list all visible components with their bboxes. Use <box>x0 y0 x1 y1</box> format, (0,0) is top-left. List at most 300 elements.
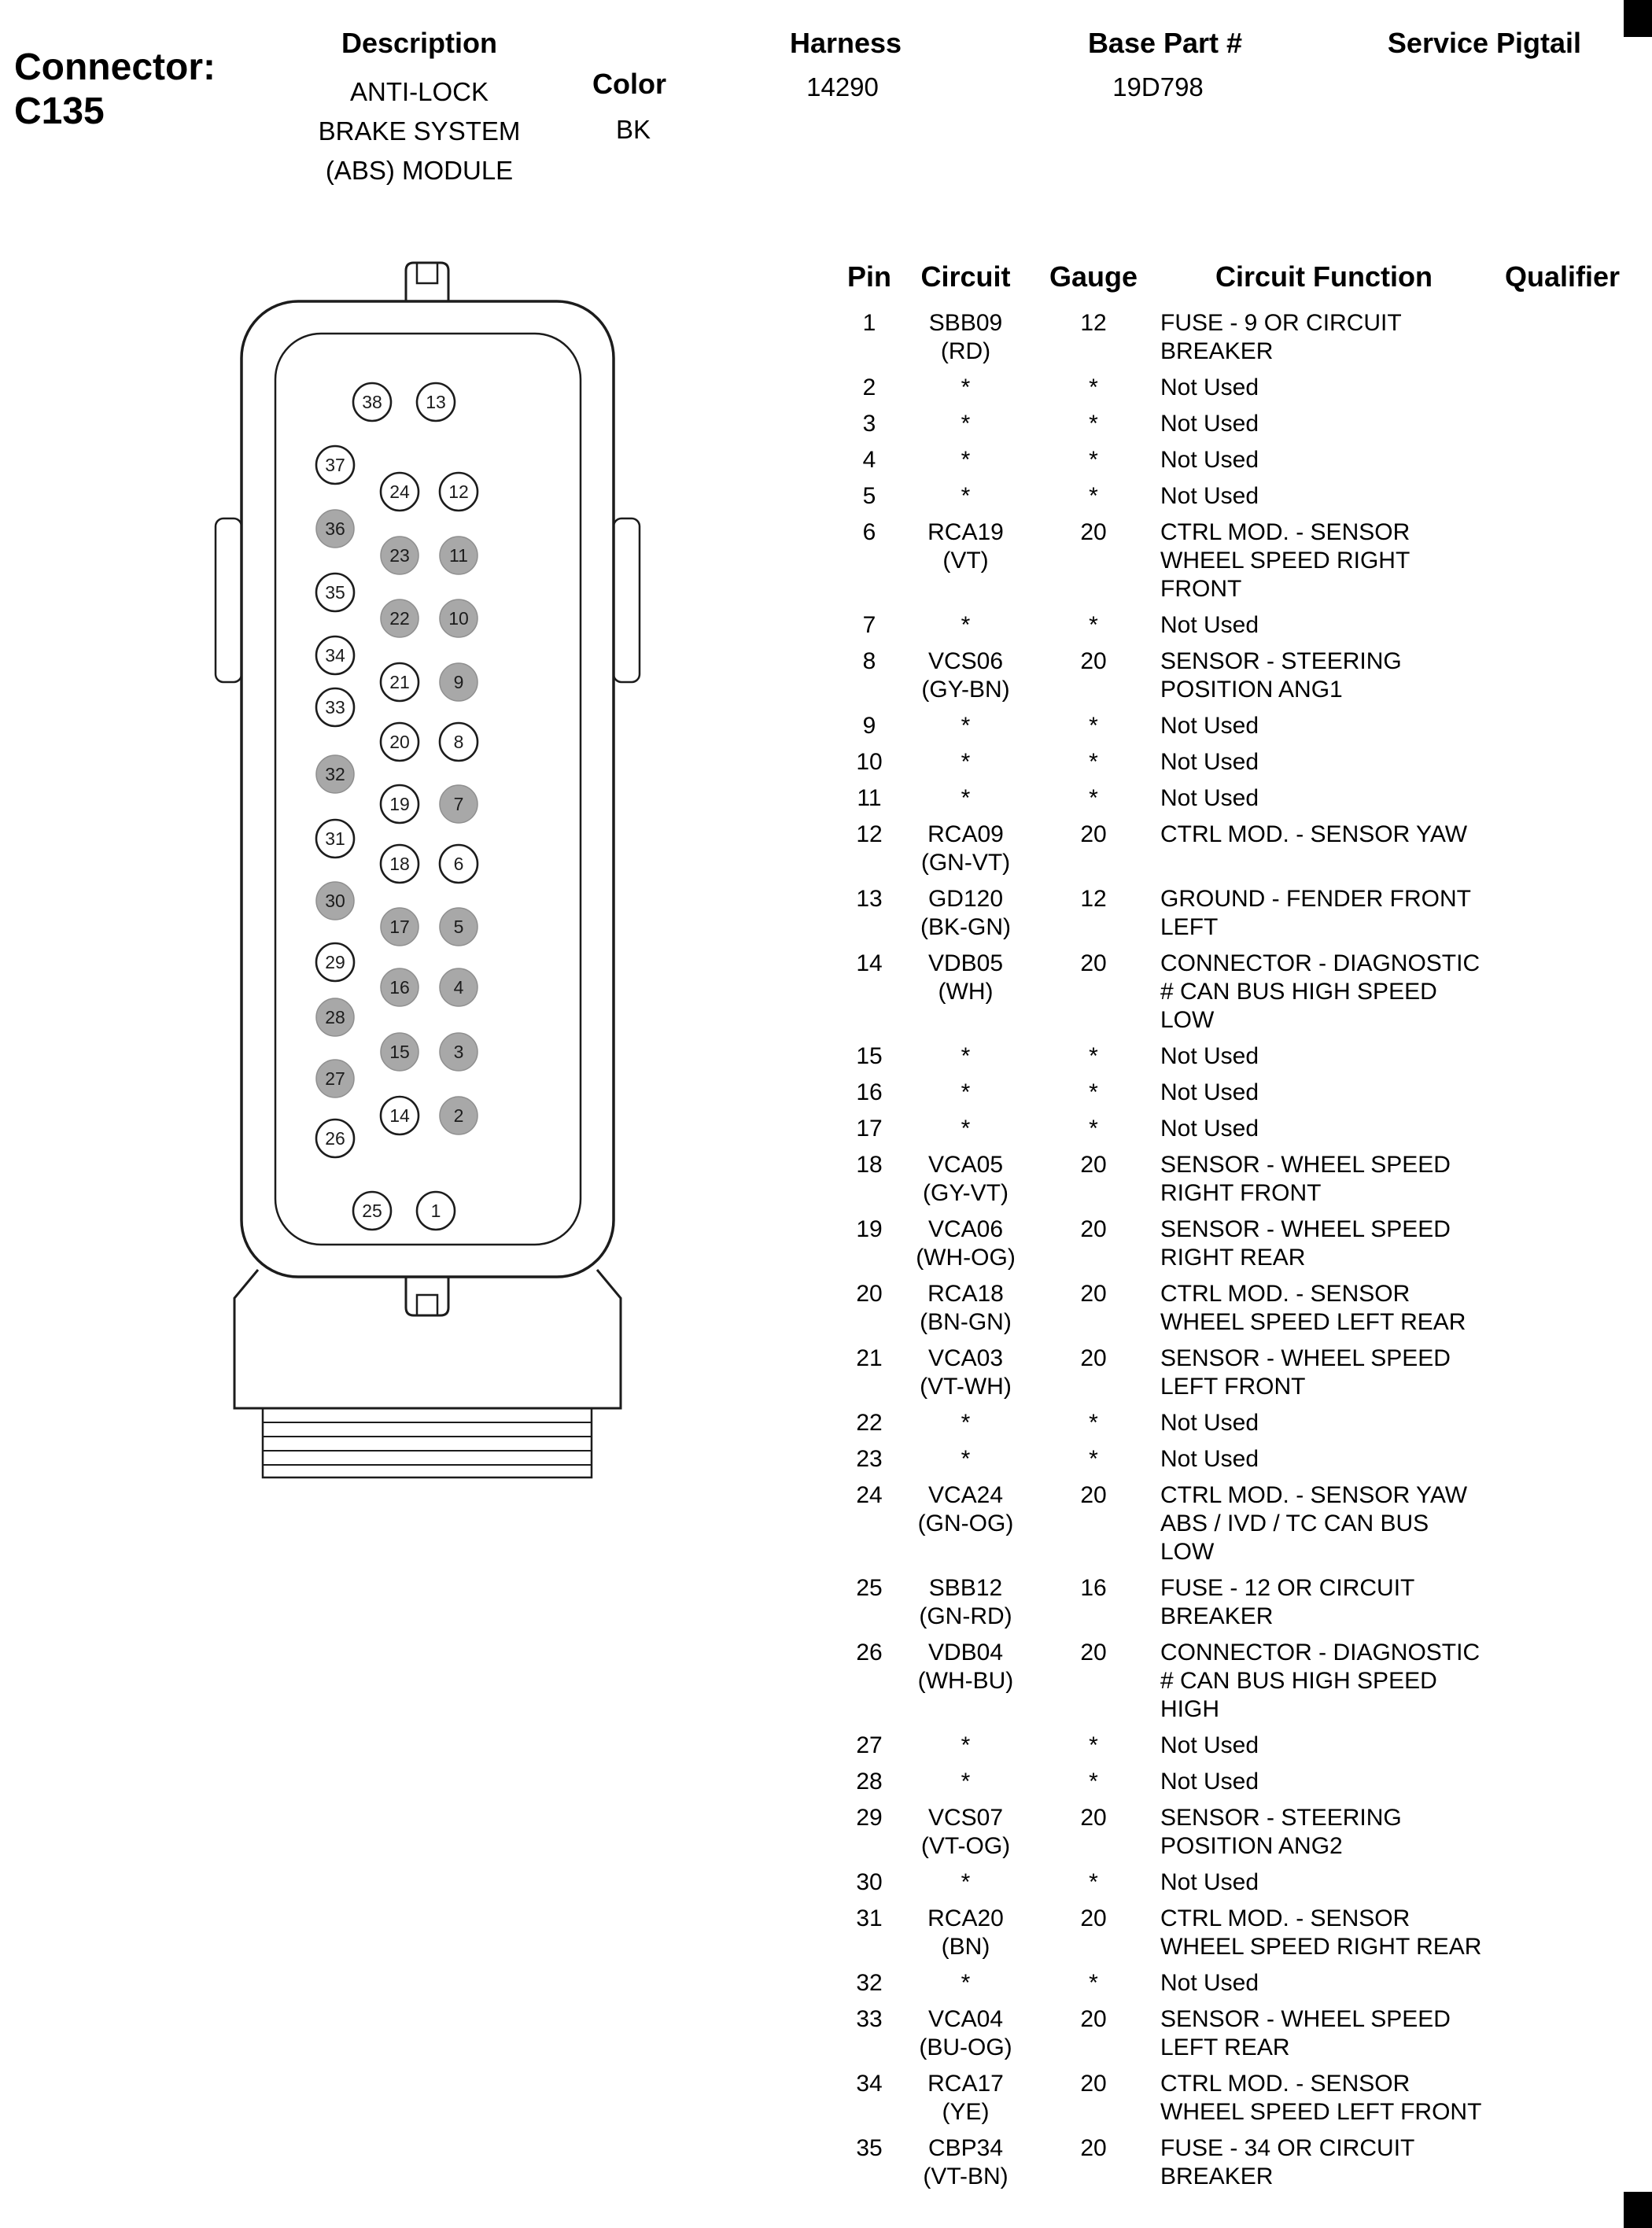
pin-number-label: 29 <box>325 952 345 972</box>
pinout-row-pin-29 <box>834 1800 1652 1865</box>
circuit-code-cell: GD120 (BK-GN) <box>920 886 1011 940</box>
gauge-cell: * <box>1089 1043 1098 1069</box>
gauge-cell: * <box>1089 1079 1098 1105</box>
circuit-function-cell: Not Used <box>1160 749 1259 775</box>
gauge-cell: * <box>1089 749 1098 775</box>
pin-14 <box>381 1097 419 1134</box>
qualifier-cell <box>1488 309 1637 366</box>
pin-10 <box>440 599 478 637</box>
pin-number-label: 32 <box>325 764 345 784</box>
pinout-row-pin-20 <box>834 1276 1652 1341</box>
pin-number-label: 28 <box>325 1007 345 1027</box>
color-value: BK <box>615 115 651 144</box>
qualifier-cell <box>1488 950 1637 1035</box>
gauge-cell: * <box>1089 1116 1098 1142</box>
connector-outer-outline <box>242 301 614 1277</box>
circuit-function-cell: CTRL MOD. - SENSOR WHEEL SPEED RIGHT REAR <box>1160 1905 1482 1960</box>
qualifier-cell <box>1488 821 1637 877</box>
circuit-function-cell: SENSOR - STEERING POSITION ANG1 <box>1160 648 1402 703</box>
circuit-function-cell: SENSOR - WHEEL SPEED RIGHT REAR <box>1160 1216 1451 1271</box>
qualifier-cell <box>1488 1639 1637 1724</box>
pin-number-label: 10 <box>448 608 469 629</box>
circuit-function-cell: Not Used <box>1160 1410 1259 1436</box>
pinout-row-pin-34 <box>834 2066 1652 2130</box>
gauge-cell: 12 <box>1080 886 1107 912</box>
pin-12 <box>440 473 478 511</box>
pinout-row-pin-25 <box>834 1570 1652 1635</box>
circuit-function-cell: Not Used <box>1160 411 1259 437</box>
pin-number-label: 7 <box>453 794 464 814</box>
pinout-row-pin-8 <box>834 644 1652 708</box>
scan-mark-bottom-right <box>1624 2192 1652 2228</box>
pin-29 <box>316 943 354 981</box>
column-header-circuit: Circuit <box>920 260 1011 293</box>
circuit-function-cell: SENSOR - STEERING POSITION ANG2 <box>1160 1805 1402 1859</box>
circuit-code-cell: RCA17 (YE) <box>927 2071 1004 2125</box>
pin-number-cell: 16 <box>856 1079 883 1105</box>
pin-number-label: 12 <box>448 481 469 502</box>
qualifier-cell <box>1488 1768 1637 1796</box>
qualifier-cell <box>1488 1969 1637 1997</box>
pin-20 <box>381 723 419 761</box>
qualifier-cell <box>1488 2005 1637 2062</box>
circuit-code-cell: * <box>961 447 971 473</box>
pin-1 <box>417 1192 455 1230</box>
pin-number-label: 8 <box>453 732 464 752</box>
circuit-code-cell: * <box>961 1410 971 1436</box>
pin-25 <box>353 1192 391 1230</box>
pinout-row-pin-27 <box>834 1728 1652 1764</box>
pinout-row-pin-5 <box>834 478 1652 515</box>
circuit-code-cell: * <box>961 749 971 775</box>
gauge-cell: 20 <box>1080 950 1107 976</box>
pin-number-label: 6 <box>453 854 464 874</box>
pin-number-cell: 26 <box>856 1640 883 1665</box>
circuit-code-cell: SBB09 (RD) <box>928 310 1003 364</box>
circuit-function-cell: SENSOR - WHEEL SPEED RIGHT FRONT <box>1160 1152 1451 1206</box>
pin-number-cell: 34 <box>856 2071 883 2097</box>
pin-number-cell: 25 <box>856 1575 883 1601</box>
pin-number-cell: 14 <box>856 950 883 976</box>
column-header-function: Circuit Function <box>1215 260 1433 293</box>
pin-number-cell: 7 <box>862 612 876 638</box>
pin-19 <box>381 785 419 823</box>
connector-svg <box>197 252 669 1495</box>
circuit-code-cell: * <box>961 1116 971 1142</box>
pin-number-label: 5 <box>453 917 464 937</box>
qualifier-cell <box>1488 1409 1637 1437</box>
gauge-cell: 20 <box>1080 1281 1107 1307</box>
circuit-function-cell: Not Used <box>1160 1769 1259 1795</box>
harness-label: Harness <box>789 27 902 59</box>
pin-number-cell: 24 <box>856 1482 883 1508</box>
lower-shell <box>234 1270 621 1408</box>
pinout-row-pin-26 <box>834 1635 1652 1728</box>
qualifier-cell <box>1488 784 1637 813</box>
pinout-row-pin-9 <box>834 708 1652 744</box>
base-part-label: Base Part # <box>1087 27 1243 59</box>
pin-number-label: 14 <box>389 1105 410 1126</box>
connector-label: Connector: <box>14 46 216 88</box>
pinout-row-pin-24 <box>834 1477 1652 1570</box>
pin-36 <box>316 510 354 548</box>
circuit-code-cell: VCS07 (VT-OG) <box>920 1805 1011 1859</box>
gauge-cell: 20 <box>1080 1152 1107 1178</box>
circuit-function-cell: CTRL MOD. - SENSOR WHEEL SPEED LEFT REAR <box>1160 1281 1466 1335</box>
pin-number-cell: 33 <box>856 2006 883 2032</box>
qualifier-cell <box>1488 1445 1637 1474</box>
color-label: Color <box>592 68 666 100</box>
pinout-row-pin-31 <box>834 1901 1652 1965</box>
qualifier-cell <box>1488 1868 1637 1897</box>
gauge-cell: * <box>1089 713 1098 739</box>
circuit-code-cell: * <box>961 785 971 811</box>
circuit-function-cell: Not Used <box>1160 447 1259 473</box>
pin-8 <box>440 723 478 761</box>
pin-number-cell: 31 <box>856 1905 883 1931</box>
connector-id: C135 <box>14 90 105 132</box>
gauge-cell: 20 <box>1080 1216 1107 1242</box>
pin-number-cell: 1 <box>862 310 876 336</box>
pinout-row-pin-14 <box>834 946 1652 1038</box>
circuit-function-cell: CTRL MOD. - SENSOR WHEEL SPEED LEFT FRONT <box>1160 2071 1482 2125</box>
left-rail <box>216 518 242 682</box>
pin-26 <box>316 1120 354 1157</box>
pin-number-cell: 11 <box>857 785 882 811</box>
qualifier-cell <box>1488 1280 1637 1337</box>
gauge-cell: 20 <box>1080 648 1107 674</box>
circuit-function-cell: CTRL MOD. - SENSOR YAW <box>1160 821 1468 847</box>
pin-number-cell: 2 <box>862 374 876 400</box>
circuit-function-cell: Not Used <box>1160 1116 1259 1142</box>
qualifier-cell <box>1488 482 1637 511</box>
pinout-row-pin-13 <box>834 881 1652 946</box>
right-rail <box>614 518 640 682</box>
circuit-function-cell: SENSOR - WHEEL SPEED LEFT REAR <box>1160 2006 1451 2060</box>
pin-number-cell: 12 <box>856 821 883 847</box>
pin-number-label: 27 <box>325 1068 345 1089</box>
connector-id-block <box>14 46 216 134</box>
pin-number-cell: 17 <box>856 1116 883 1142</box>
qualifier-cell <box>1488 1215 1637 1272</box>
pin-number-cell: 29 <box>856 1805 883 1831</box>
circuit-function-cell: Not Used <box>1160 1446 1259 1472</box>
qualifier-cell <box>1488 1115 1637 1143</box>
pin-15 <box>381 1033 419 1071</box>
pin-30 <box>316 882 354 920</box>
circuit-code-cell: VDB05 (WH) <box>927 950 1004 1005</box>
pin-number-cell: 27 <box>856 1732 883 1758</box>
bottom-tab-slot <box>417 1295 437 1315</box>
pin-number-cell: 32 <box>856 1970 883 1996</box>
gauge-cell: * <box>1089 1732 1098 1758</box>
circuit-code-cell: * <box>961 1446 971 1472</box>
qualifier-cell <box>1488 611 1637 640</box>
qualifier-cell <box>1488 1574 1637 1631</box>
gauge-cell: 20 <box>1080 2006 1107 2032</box>
circuit-code-cell: * <box>961 1043 971 1069</box>
circuit-code-cell: * <box>961 1732 971 1758</box>
circuit-code-cell: * <box>961 1079 971 1105</box>
pin-2 <box>440 1097 478 1134</box>
pinout-row-pin-19 <box>834 1212 1652 1276</box>
column-header-qualifier: Qualifier <box>1504 260 1621 293</box>
pin-number-label: 24 <box>389 481 410 502</box>
circuit-code-cell: * <box>961 612 971 638</box>
qualifier-cell <box>1488 1042 1637 1071</box>
pinout-row-pin-18 <box>834 1147 1652 1212</box>
pinout-row-pin-16 <box>834 1075 1652 1111</box>
pin-number-cell: 3 <box>862 411 876 437</box>
qualifier-cell <box>1488 2134 1637 2191</box>
pin-number-label: 35 <box>325 582 345 603</box>
pin-number-cell: 30 <box>856 1869 883 1895</box>
circuit-function-cell: GROUND - FENDER FRONT LEFT <box>1160 886 1471 940</box>
circuit-function-cell: Not Used <box>1160 1043 1259 1069</box>
circuit-code-cell: * <box>961 411 971 437</box>
pinout-row-pin-15 <box>834 1038 1652 1075</box>
pinout-row-pin-28 <box>834 1764 1652 1800</box>
pinout-row-pin-35 <box>834 2130 1652 2195</box>
pinout-row-pin-4 <box>834 442 1652 478</box>
qualifier-cell <box>1488 374 1637 402</box>
qualifier-cell <box>1488 1345 1637 1401</box>
qualifier-cell <box>1488 748 1637 776</box>
column-header-pin: Pin <box>846 260 891 293</box>
circuit-function-cell: Not Used <box>1160 713 1259 739</box>
circuit-code-cell: VCA05 (GY-VT) <box>923 1152 1009 1206</box>
circuit-function-cell: CONNECTOR - DIAGNOSTIC # CAN BUS HIGH SPEED HIGH <box>1160 1640 1481 1722</box>
pin-37 <box>316 446 354 484</box>
qualifier-cell <box>1488 446 1637 474</box>
gauge-cell: 20 <box>1080 1482 1107 1508</box>
pin-6 <box>440 845 478 883</box>
gauge-cell: 12 <box>1080 310 1107 336</box>
pin-number-cell: 15 <box>856 1043 883 1069</box>
circuit-function-cell: Not Used <box>1160 1079 1259 1105</box>
pin-number-cell: 4 <box>862 447 876 473</box>
qualifier-cell <box>1488 1481 1637 1566</box>
pin-number-label: 4 <box>453 977 464 998</box>
circuit-function-cell: SENSOR - WHEEL SPEED LEFT FRONT <box>1160 1345 1451 1400</box>
pin-number-label: 13 <box>426 392 446 412</box>
circuit-function-cell: FUSE - 9 OR CIRCUIT BREAKER <box>1160 310 1402 364</box>
qualifier-cell <box>1488 410 1637 438</box>
gauge-cell: 20 <box>1080 1345 1107 1371</box>
pin-number-label: 20 <box>389 732 410 752</box>
pinout-rows <box>834 305 1652 2195</box>
pin-16 <box>381 968 419 1006</box>
pinout-row-pin-30 <box>834 1865 1652 1901</box>
pin-number-cell: 35 <box>856 2135 883 2161</box>
gauge-cell: 20 <box>1080 2135 1107 2161</box>
pinout-row-pin-1 <box>834 305 1652 370</box>
gauge-cell: 16 <box>1080 1575 1107 1601</box>
circuit-code-cell: RCA19 (VT) <box>927 519 1004 574</box>
circuit-code-cell: * <box>961 1970 971 1996</box>
gauge-cell: * <box>1089 1970 1098 1996</box>
circuit-function-cell: FUSE - 34 OR CIRCUIT BREAKER <box>1160 2135 1414 2189</box>
pin-33 <box>316 688 354 726</box>
gauge-cell: 20 <box>1080 1805 1107 1831</box>
pin-number-label: 26 <box>325 1128 345 1149</box>
circuit-function-cell: Not Used <box>1160 612 1259 638</box>
pin-number-label: 18 <box>389 854 410 874</box>
pin-number-label: 16 <box>389 977 410 998</box>
description-value: ANTI-LOCK BRAKE SYSTEM (ABS) MODULE <box>318 77 521 185</box>
pin-number-label: 21 <box>389 672 410 692</box>
qualifier-cell <box>1488 518 1637 603</box>
pin-number-cell: 10 <box>856 749 883 775</box>
pin-22 <box>381 599 419 637</box>
pin-31 <box>316 820 354 858</box>
circuit-function-cell: Not Used <box>1160 483 1259 509</box>
pin-27 <box>316 1060 354 1097</box>
circuit-code-cell: * <box>961 483 971 509</box>
circuit-function-cell: CTRL MOD. - SENSOR WHEEL SPEED RIGHT FRONT <box>1160 519 1410 602</box>
pin-38 <box>353 383 391 421</box>
pinout-row-pin-3 <box>834 406 1652 442</box>
gauge-cell: * <box>1089 374 1098 400</box>
gauge-cell: * <box>1089 1769 1098 1795</box>
pin-number-cell: 28 <box>856 1769 883 1795</box>
pinout-row-pin-12 <box>834 817 1652 881</box>
circuit-code-cell: VDB04 (WH-BU) <box>917 1640 1014 1694</box>
description-label: Description <box>341 27 498 59</box>
pin-17 <box>381 908 419 946</box>
pin-number-label: 19 <box>389 794 410 814</box>
pin-number-label: 25 <box>362 1201 382 1221</box>
pinout-row-pin-2 <box>834 370 1652 406</box>
gauge-cell: * <box>1089 483 1098 509</box>
circuit-code-cell: VCA04 (BU-OG) <box>919 2006 1012 2060</box>
pinout-row-pin-23 <box>834 1441 1652 1477</box>
pin-7 <box>440 785 478 823</box>
pin-number-cell: 19 <box>856 1216 883 1242</box>
pin-5 <box>440 908 478 946</box>
circuit-function-cell: Not Used <box>1160 1732 1259 1758</box>
gauge-cell: * <box>1089 785 1098 811</box>
qualifier-cell <box>1488 1079 1637 1107</box>
circuit-code-cell: SBB12 (GN-RD) <box>919 1575 1012 1629</box>
pin-number-label: 38 <box>362 392 382 412</box>
gauge-cell: 20 <box>1080 821 1107 847</box>
circuit-code-cell: RCA18 (BN-GN) <box>920 1281 1012 1335</box>
gauge-cell: * <box>1089 1410 1098 1436</box>
gauge-cell: * <box>1089 612 1098 638</box>
pin-number-cell: 23 <box>856 1446 883 1472</box>
circuit-function-cell: CTRL MOD. - SENSOR YAW ABS / IVD / TC CAN BUS LOW <box>1160 1482 1468 1565</box>
pin-number-cell: 18 <box>856 1152 883 1178</box>
pin-34 <box>316 636 354 674</box>
circuit-code-cell: RCA09 (GN-VT) <box>920 821 1011 876</box>
circuit-code-cell: CBP34 (VT-BN) <box>923 2135 1009 2189</box>
pinout-row-pin-7 <box>834 607 1652 644</box>
pinout-row-pin-6 <box>834 515 1652 607</box>
pinout-row-pin-10 <box>834 744 1652 780</box>
pin-number-label: 31 <box>325 828 345 849</box>
circuit-code-cell: VCS06 (GY-BN) <box>921 648 1010 703</box>
pin-number-label: 17 <box>389 917 410 937</box>
pin-11 <box>440 537 478 574</box>
pin-number-label: 11 <box>449 545 468 566</box>
pinout-row-pin-33 <box>834 2001 1652 2066</box>
pin-number-label: 37 <box>325 455 345 475</box>
pin-number-label: 36 <box>325 518 345 539</box>
pin-13 <box>417 383 455 421</box>
pin-9 <box>440 663 478 701</box>
circuit-code-cell: * <box>961 374 971 400</box>
pinout-table-header <box>834 260 1652 294</box>
pin-35 <box>316 574 354 611</box>
circuit-code-cell: RCA20 (BN) <box>927 1905 1004 1960</box>
circuit-code-cell: VCA06 (WH-OG) <box>916 1216 1016 1271</box>
circuit-function-cell: Not Used <box>1160 785 1259 811</box>
column-header-gauge: Gauge <box>1049 260 1138 293</box>
gauge-cell: 20 <box>1080 1905 1107 1931</box>
pinout-row-pin-17 <box>834 1111 1652 1147</box>
pinout-row-pin-32 <box>834 1965 1652 2001</box>
pin-number-cell: 21 <box>856 1345 883 1371</box>
qualifier-cell <box>1488 2070 1637 2127</box>
connector-drawing <box>197 252 669 1495</box>
gauge-cell: 20 <box>1080 519 1107 545</box>
gauge-cell: * <box>1089 411 1098 437</box>
pin-32 <box>316 755 354 793</box>
rib-block <box>263 1408 592 1477</box>
circuit-function-cell: FUSE - 12 OR CIRCUIT BREAKER <box>1160 1575 1414 1629</box>
base-part-value: 19D798 <box>1112 72 1204 101</box>
pin-number-label: 9 <box>453 672 464 692</box>
circuit-function-cell: CONNECTOR - DIAGNOSTIC # CAN BUS HIGH SPEED LOW <box>1160 950 1481 1033</box>
gauge-cell: 20 <box>1080 1640 1107 1665</box>
pin-23 <box>381 537 419 574</box>
pin-number-cell: 9 <box>862 713 876 739</box>
circuit-code-cell: VCA03 (VT-WH) <box>920 1345 1012 1400</box>
pin-21 <box>381 663 419 701</box>
pin-28 <box>316 998 354 1036</box>
pin-number-label: 33 <box>325 697 345 717</box>
pin-number-cell: 8 <box>862 648 876 674</box>
pin-number-label: 15 <box>389 1042 410 1062</box>
pin-24 <box>381 473 419 511</box>
pin-18 <box>381 845 419 883</box>
pin-number-label: 3 <box>453 1042 464 1062</box>
qualifier-cell <box>1488 712 1637 740</box>
circuit-function-cell: Not Used <box>1160 1869 1259 1895</box>
pin-4 <box>440 968 478 1006</box>
scan-mark-top-right <box>1624 0 1652 37</box>
gauge-cell: 20 <box>1080 2071 1107 2097</box>
pin-number-label: 22 <box>389 608 410 629</box>
pinout-row-pin-21 <box>834 1341 1652 1405</box>
top-tab-slot <box>417 264 437 283</box>
gauge-cell: * <box>1089 1869 1098 1895</box>
pinout-row-pin-11 <box>834 780 1652 817</box>
pin-number-label: 23 <box>389 545 410 566</box>
pinout-table <box>834 260 1652 2195</box>
pinout-row-pin-22 <box>834 1405 1652 1441</box>
circuit-code-cell: * <box>961 1769 971 1795</box>
service-pigtail-label: Service Pigtail <box>1387 27 1582 59</box>
qualifier-cell <box>1488 1905 1637 1961</box>
pin-3 <box>440 1033 478 1071</box>
pin-number-label: 30 <box>325 891 345 911</box>
circuit-code-cell: VCA24 (GN-OG) <box>917 1482 1014 1536</box>
harness-value: 14290 <box>806 72 879 101</box>
qualifier-cell <box>1488 885 1637 942</box>
pin-layer <box>316 383 478 1230</box>
